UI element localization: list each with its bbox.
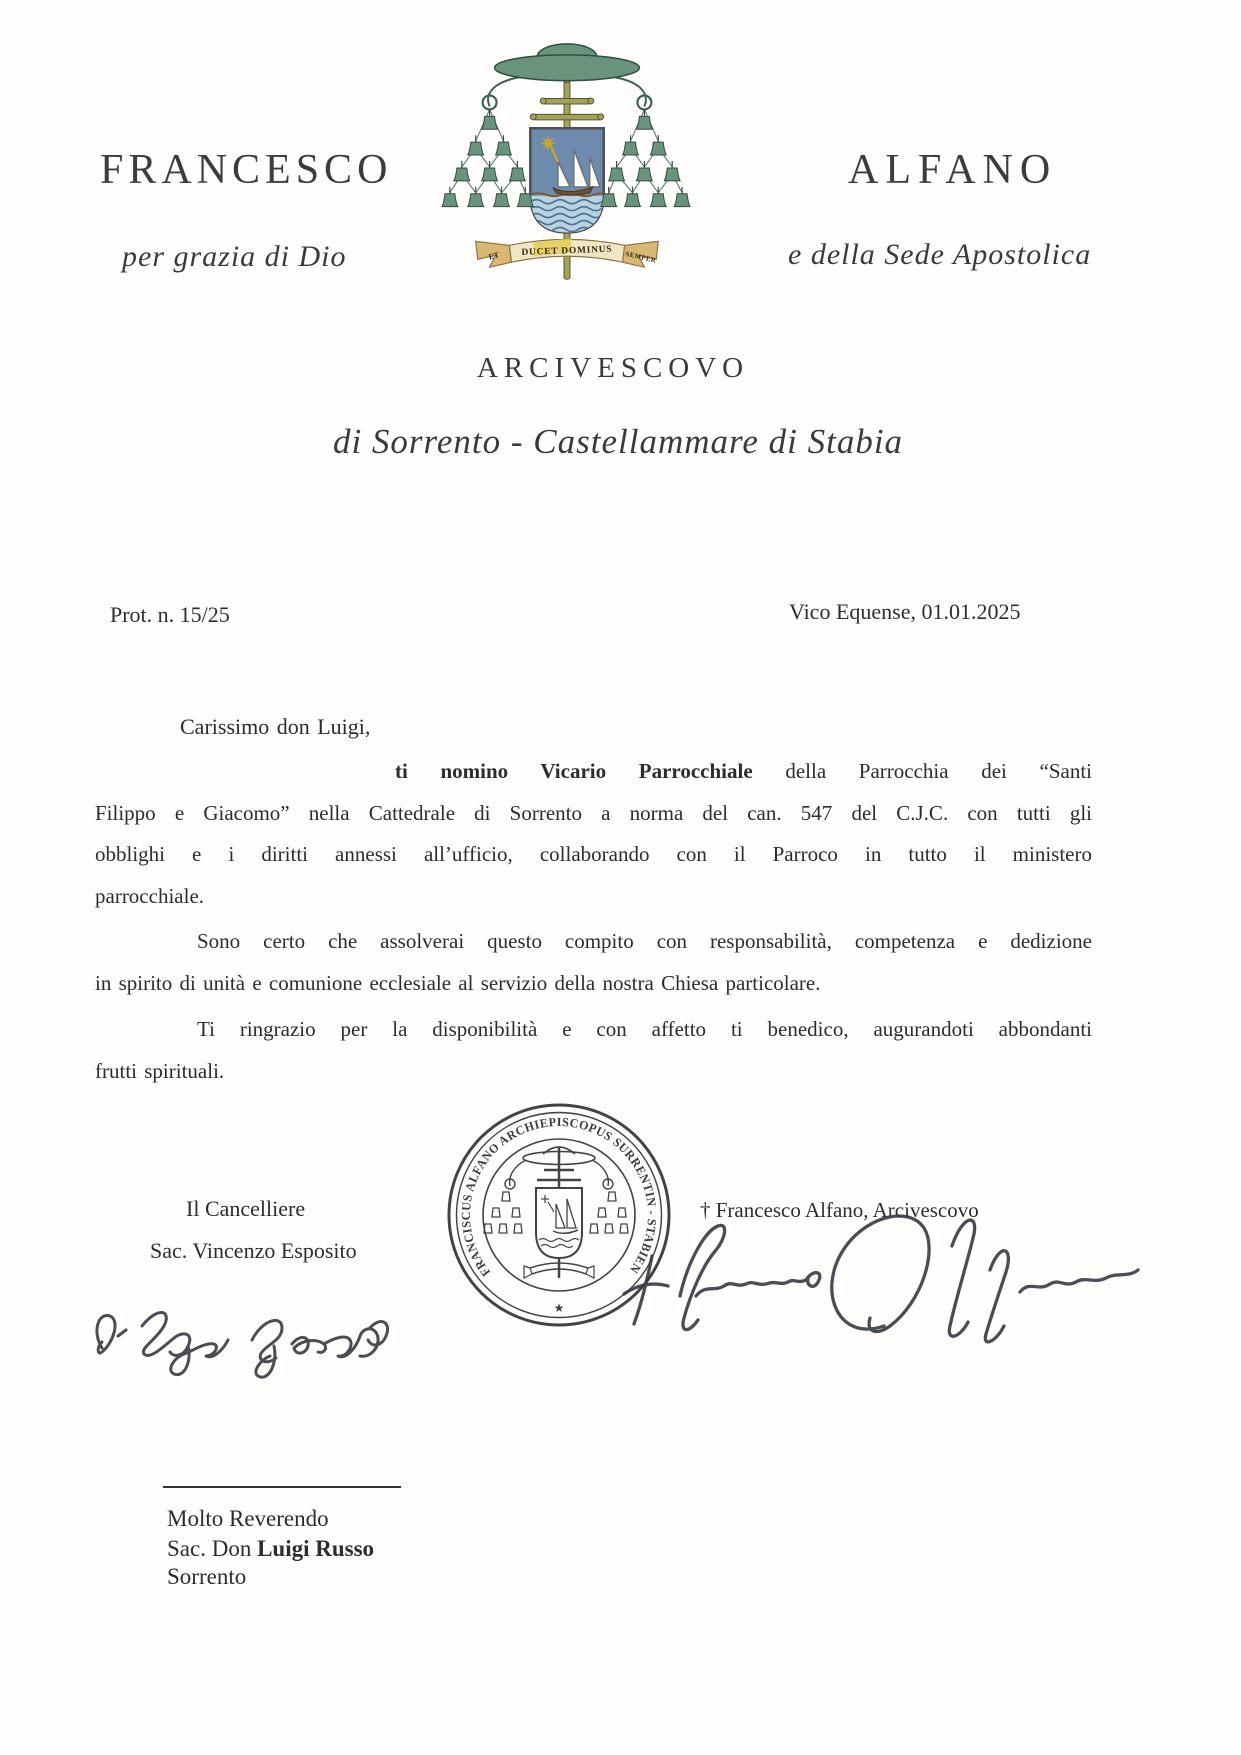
motto-left: ET xyxy=(487,250,501,262)
appointment-bold: ti nomino Vicario Parrocchiale xyxy=(395,759,753,783)
chancellor-name: Sac. Vincenzo Esposito xyxy=(150,1238,357,1263)
appointment-rest: della Parrocchia dei “Santi xyxy=(785,759,1093,783)
recipient-prefix: Sac. Don xyxy=(167,1536,258,1561)
grace-of-god-line: per grazia di Dio xyxy=(122,240,347,273)
protocol-number: Prot. n. 15/25 xyxy=(110,602,230,627)
chancellor-handwritten-signature xyxy=(86,1286,406,1386)
body-line-3: obblighi e i diritti annessi all’ufficio, collaborando con il Parroco in tutto il ministero xyxy=(95,842,1092,866)
place-and-date: Vico Equense, 01.01.2025 xyxy=(789,599,1021,624)
body-line-2: Filippo e Giacomo” nella Cattedrale di Sorrento a norma del can. 547 del C.J.C. con tutti gli xyxy=(95,801,1092,825)
recipient-city: Sorrento xyxy=(167,1564,247,1589)
archbishop-handwritten-signature xyxy=(622,1200,1147,1345)
diocese-name: di Sorrento - Castellammare di Stabia xyxy=(332,422,904,461)
coat-of-arms-icon xyxy=(438,36,696,288)
body-line-8: frutti spirituali. xyxy=(95,1059,225,1083)
seal-coat-of-arms xyxy=(484,1147,628,1278)
body-line-7: Ti ringrazio per la disponibilità e con affetto ti benedico, augurandoti abbondanti xyxy=(197,1017,1092,1041)
archbishop-last-name: ALFANO xyxy=(848,147,1058,193)
salutation: Carissimo don Luigi, xyxy=(180,714,371,739)
motto-center: DUCET DOMINUS xyxy=(521,244,613,258)
seal-star: ★ xyxy=(553,1301,565,1315)
motto-right: SEMPER xyxy=(624,249,658,265)
recipient-honorific: Molto Reverendo xyxy=(167,1506,329,1531)
shield-icon xyxy=(530,128,609,235)
recipient-name: Luigi Russo xyxy=(257,1536,375,1561)
body-line-6: in spirito di unità e comunione ecclesiale al servizio della nostra Chiesa particolare. xyxy=(95,971,821,995)
body-line-4: parrocchiale. xyxy=(95,884,205,908)
recipient-divider xyxy=(163,1486,401,1488)
archbishop-title: ARCIVESCOVO xyxy=(476,352,750,384)
body-line-1 xyxy=(395,756,1092,786)
seal-circular-text: FRANCISCUS ALFANO ARCHIEPISCOPUS SURRENTIN - STABIEN xyxy=(458,1114,660,1280)
archbishop-signature-line: † Francesco Alfano, Arcivescovo xyxy=(700,1198,979,1222)
chancellor-role: Il Cancelliere xyxy=(186,1196,306,1221)
body-line-5: Sono certo che assolverai questo compito con responsabilità, competenza e dedizione xyxy=(197,929,1092,953)
galero-hat-icon xyxy=(495,44,640,81)
archbishop-first-name: FRANCESCO xyxy=(100,147,393,193)
apostolic-see-line: e della Sede Apostolica xyxy=(788,238,1092,271)
recipient-name-line xyxy=(167,1534,374,1564)
